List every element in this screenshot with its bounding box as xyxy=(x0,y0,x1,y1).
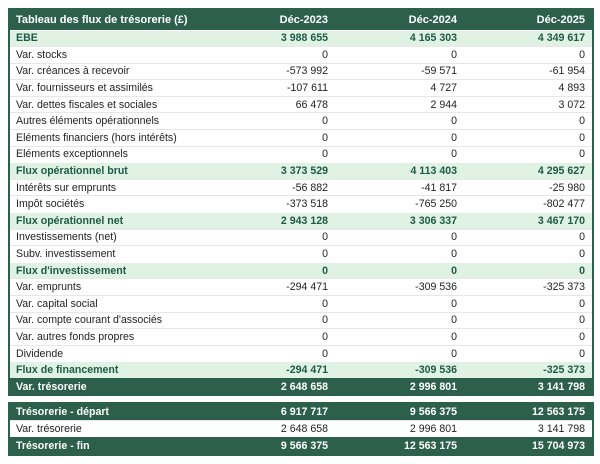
cell-value: 6 917 717 xyxy=(206,403,335,420)
row-label: Var. compte courant d'associés xyxy=(9,312,206,329)
cell-value: 4 727 xyxy=(335,80,464,97)
cashflow-table xyxy=(8,8,594,396)
cell-value: 4 113 403 xyxy=(335,163,464,180)
cell-value: -309 536 xyxy=(335,279,464,296)
table-row xyxy=(9,130,593,147)
row-label: EBE xyxy=(9,30,206,47)
row-label: Flux d'investissement xyxy=(9,262,206,279)
cell-value: 12 563 175 xyxy=(464,403,593,420)
row-label: Var. emprunts xyxy=(9,279,206,296)
row-label: Dividende xyxy=(9,345,206,362)
row-label: Flux opérationnel brut xyxy=(9,163,206,180)
cell-value: 0 xyxy=(335,262,464,279)
cell-value: -25 980 xyxy=(464,179,593,196)
table-row xyxy=(9,296,593,313)
cell-value: 4 893 xyxy=(464,80,593,97)
row-label: Var. stocks xyxy=(9,47,206,64)
cell-value: 0 xyxy=(335,296,464,313)
row-label: Eléments financiers (hors intérêts) xyxy=(9,130,206,147)
table-row xyxy=(9,438,593,455)
cell-value: -765 250 xyxy=(335,196,464,213)
cell-value: 0 xyxy=(335,146,464,163)
cell-value: 4 349 617 xyxy=(464,30,593,47)
table-row xyxy=(9,362,593,379)
cell-value: 0 xyxy=(206,262,335,279)
row-label: Var. dettes fiscales et sociales xyxy=(9,96,206,113)
table-row xyxy=(9,96,593,113)
column-header: Déc-2025 xyxy=(464,9,593,30)
cell-value: 2 996 801 xyxy=(335,378,464,395)
cell-value: 3 072 xyxy=(464,96,593,113)
table-row xyxy=(9,345,593,362)
cell-value: 0 xyxy=(464,296,593,313)
table-row xyxy=(9,246,593,263)
table-row xyxy=(9,213,593,230)
cell-value: 4 295 627 xyxy=(464,163,593,180)
column-header: Déc-2024 xyxy=(335,9,464,30)
cell-value: -294 471 xyxy=(206,279,335,296)
cell-value: 0 xyxy=(206,146,335,163)
cell-value: 0 xyxy=(335,130,464,147)
cell-value: 66 478 xyxy=(206,96,335,113)
row-label: Investissements (net) xyxy=(9,229,206,246)
cell-value: 9 566 375 xyxy=(206,438,335,455)
cell-value: 0 xyxy=(206,312,335,329)
cell-value: 0 xyxy=(335,229,464,246)
cell-value: 0 xyxy=(464,47,593,64)
cell-value: 3 141 798 xyxy=(464,420,593,437)
header-row xyxy=(9,9,593,30)
row-label: Var. trésorerie xyxy=(9,378,206,395)
cell-value: -802 477 xyxy=(464,196,593,213)
cell-value: 2 648 658 xyxy=(206,420,335,437)
table-row xyxy=(9,329,593,346)
cell-value: 0 xyxy=(206,345,335,362)
table-title: Tableau des flux de trésorerie (£) xyxy=(9,9,206,30)
table-row xyxy=(9,262,593,279)
cell-value: -325 373 xyxy=(464,362,593,379)
cell-value: -325 373 xyxy=(464,279,593,296)
table-row xyxy=(9,63,593,80)
cell-value: 0 xyxy=(464,113,593,130)
cell-value: 0 xyxy=(335,47,464,64)
cell-value: -573 992 xyxy=(206,63,335,80)
cell-value: 0 xyxy=(206,296,335,313)
row-label: Var. capital social xyxy=(9,296,206,313)
cell-value: -56 882 xyxy=(206,179,335,196)
cell-value: 2 944 xyxy=(335,96,464,113)
cell-value: 0 xyxy=(464,329,593,346)
cell-value: 3 467 170 xyxy=(464,213,593,230)
cell-value: -294 471 xyxy=(206,362,335,379)
cell-value: 2 943 128 xyxy=(206,213,335,230)
cell-value: 0 xyxy=(335,312,464,329)
cell-value: -41 817 xyxy=(335,179,464,196)
table-row xyxy=(9,80,593,97)
cashflow-table-body xyxy=(9,30,593,395)
table-row xyxy=(9,179,593,196)
cell-value: 0 xyxy=(206,113,335,130)
table-row xyxy=(9,229,593,246)
table-row xyxy=(9,378,593,395)
row-label: Intérêts sur emprunts xyxy=(9,179,206,196)
table-row xyxy=(9,146,593,163)
cell-value: 0 xyxy=(335,246,464,263)
table-row xyxy=(9,196,593,213)
cell-value: 0 xyxy=(206,329,335,346)
table-row xyxy=(9,279,593,296)
row-label: Var. autres fonds propres xyxy=(9,329,206,346)
cell-value: 3 306 337 xyxy=(335,213,464,230)
cell-value: 3 988 655 xyxy=(206,30,335,47)
cell-value: -309 536 xyxy=(335,362,464,379)
column-header: Déc-2023 xyxy=(206,9,335,30)
cell-value: 4 165 303 xyxy=(335,30,464,47)
treasury-summary-table xyxy=(8,402,594,456)
table-row xyxy=(9,403,593,420)
row-label: Trésorerie - fin xyxy=(9,438,206,455)
cell-value: 0 xyxy=(206,47,335,64)
table-row xyxy=(9,113,593,130)
table-row xyxy=(9,163,593,180)
cell-value: 2 996 801 xyxy=(335,420,464,437)
table-row xyxy=(9,312,593,329)
cell-value: 3 373 529 xyxy=(206,163,335,180)
cell-value: 0 xyxy=(335,113,464,130)
row-label: Var. trésorerie xyxy=(9,420,206,437)
cell-value: -59 571 xyxy=(335,63,464,80)
row-label: Var. fournisseurs et assimilés xyxy=(9,80,206,97)
cell-value: 0 xyxy=(206,246,335,263)
table-row xyxy=(9,420,593,437)
cell-value: 9 566 375 xyxy=(335,403,464,420)
row-label: Subv. investissement xyxy=(9,246,206,263)
row-label: Impôt sociétés xyxy=(9,196,206,213)
row-label: Trésorerie - départ xyxy=(9,403,206,420)
cell-value: 0 xyxy=(464,229,593,246)
cell-value: 0 xyxy=(206,130,335,147)
cell-value: 0 xyxy=(335,329,464,346)
cell-value: 3 141 798 xyxy=(464,378,593,395)
cell-value: 2 648 658 xyxy=(206,378,335,395)
cell-value: -373 518 xyxy=(206,196,335,213)
table-row xyxy=(9,30,593,47)
cell-value: -61 954 xyxy=(464,63,593,80)
cell-value: -107 611 xyxy=(206,80,335,97)
row-label: Flux opérationnel net xyxy=(9,213,206,230)
cashflow-table-header xyxy=(9,9,593,30)
cell-value: 0 xyxy=(206,229,335,246)
table-row xyxy=(9,47,593,64)
cell-value: 0 xyxy=(464,146,593,163)
cell-value: 12 563 175 xyxy=(335,438,464,455)
cell-value: 0 xyxy=(464,130,593,147)
row-label: Autres éléments opérationnels xyxy=(9,113,206,130)
treasury-summary-body xyxy=(9,403,593,455)
row-label: Flux de financement xyxy=(9,362,206,379)
cell-value: 15 704 973 xyxy=(464,438,593,455)
cell-value: 0 xyxy=(464,246,593,263)
cell-value: 0 xyxy=(464,262,593,279)
cell-value: 0 xyxy=(464,312,593,329)
row-label: Var. créances à recevoir xyxy=(9,63,206,80)
row-label: Eléments exceptionnels xyxy=(9,146,206,163)
cell-value: 0 xyxy=(335,345,464,362)
cell-value: 0 xyxy=(464,345,593,362)
